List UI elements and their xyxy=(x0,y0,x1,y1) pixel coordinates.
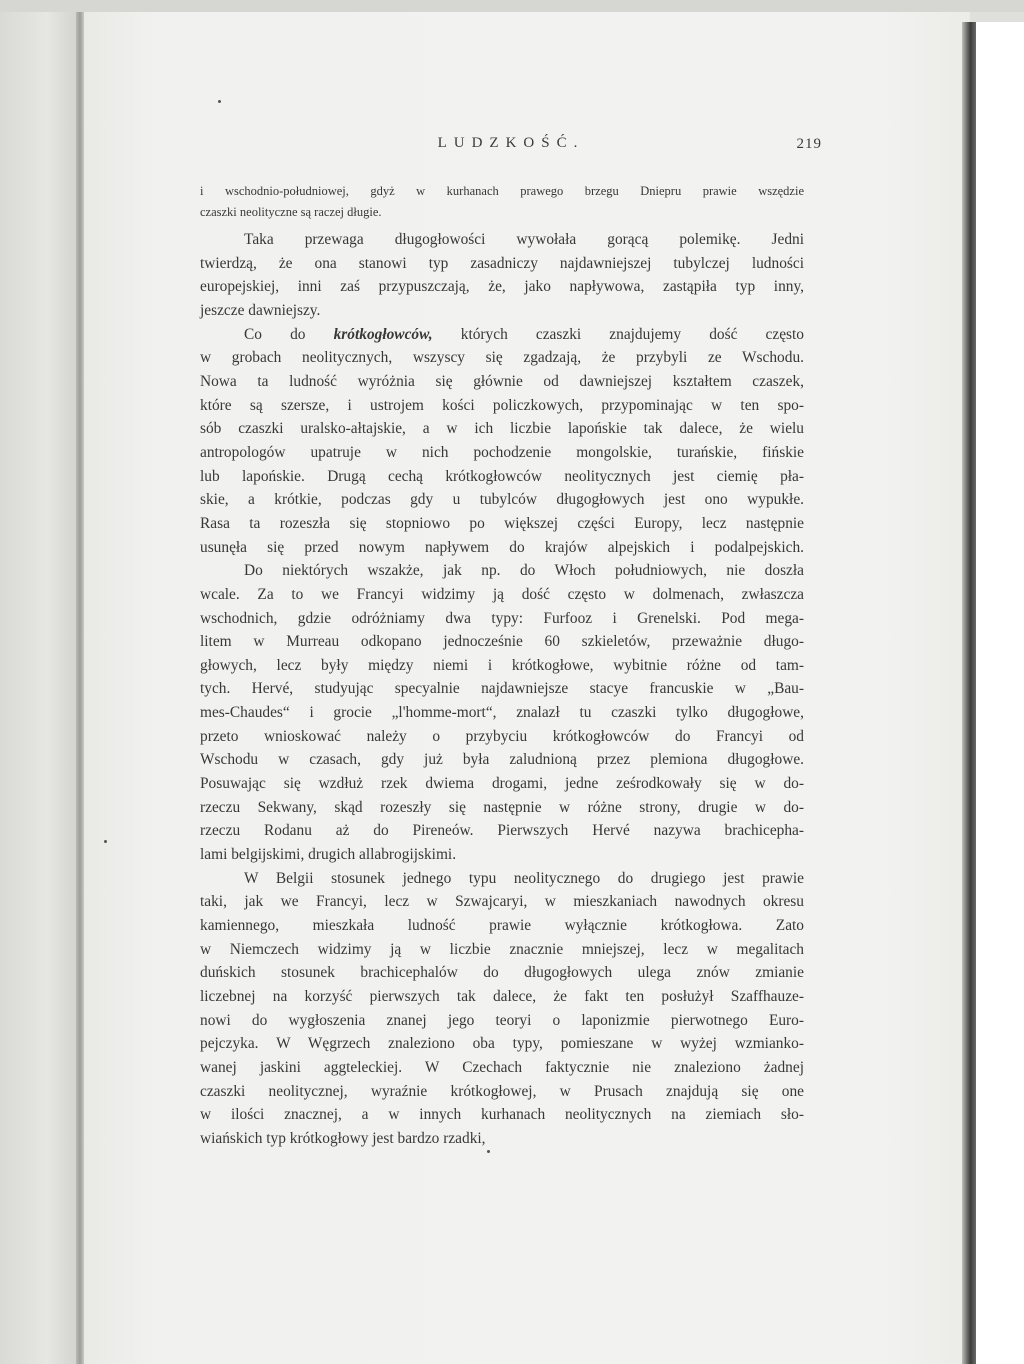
text-line: lub lapońskie. Drugą cechą krótkogłowców neolitycznych jest ciemię pła- xyxy=(200,467,804,485)
text-line: europejskiej, inni zaś przypuszczają, że, jako napływowa, zastąpiła typ inny, xyxy=(200,278,804,296)
page-body xyxy=(200,181,804,1151)
running-head: LUDZKOŚĆ. xyxy=(437,135,585,151)
text-line: jeszcze dawniejszy. xyxy=(200,301,321,319)
text-line: litem w Murreau odkopano jednocześnie 60 szkieletów, przeważnie długo- xyxy=(200,633,804,651)
text-line xyxy=(200,323,804,347)
text-line: czaszki neolityczne są raczej długie. xyxy=(200,205,382,219)
text-line: mes-Chaudes“ i grocie „l'homme-mort“, znalazł tu czaszki tylko długogłowe, xyxy=(200,704,804,722)
scan-right-margin xyxy=(976,22,1024,1364)
text-line: w ilości znacznej, a w innych kurhanach neolitycznych na ziemiach sło- xyxy=(200,1106,804,1124)
text-line: Posuwając się wzdłuż rzek dwiema drogami, jedne ześrodkowały się w do- xyxy=(200,775,804,793)
text-line: liczebnej na korzyść pierwszych tak dalece, że fakt ten posłużył Szaffhauze- xyxy=(200,988,804,1005)
text-line: wschodnich, gdzie odróżniamy dwa typy: Furfooz i Grenelski. Pod mega- xyxy=(200,609,804,627)
text-line: Nowa ta ludność wyróżnia się głównie od dawniejszej kształtem czaszek, xyxy=(200,372,804,390)
text-line: Rasa ta rozeszła się stopniowo po większej części Europy, lecz następnie xyxy=(200,514,804,532)
text-line: głowych, lecz były między niemi i krótkogłowe, wybitnie różne od tam- xyxy=(200,656,804,674)
book-gutter xyxy=(76,12,84,1364)
text-line: skie, a krótkie, podczas gdy u tubylców długogłowych jest ono wypukłe. xyxy=(200,491,804,509)
text-line: antropologów upatruje w nich pochodzenie mongolskie, turańskie, fińskie xyxy=(200,443,804,461)
text-line: tych. Hervé, studyując specyalnie najdawniejsze stacye francuskie w „Bau- xyxy=(200,680,804,698)
text-line: taki, jak we Francyi, lecz w Szwajcaryi, w mieszkaniach nawodnych okresu xyxy=(200,893,804,911)
text-run: których czaszki znajdujemy dość często xyxy=(432,325,804,343)
text-line: usunęła się przed nowym napływem do krajów alpejskich i podalpejskich. xyxy=(200,538,804,556)
text-line: rzeczu Rodanu aż do Pireneów. Pierwszych Hervé nazywa brachicepha- xyxy=(200,822,804,840)
emphasized-term: krótkogłowców, xyxy=(333,325,433,343)
page-number: 219 xyxy=(796,136,822,152)
paragraph-1 xyxy=(200,228,804,323)
text-line: twierdzą, że ona stanowi typ zasadniczy najdawniejszej tubylczej ludności xyxy=(200,254,804,272)
paragraph-4 xyxy=(200,867,804,1151)
text-line: przeto wnioskować należy o przybyciu krótkogłowców do Francyi od xyxy=(200,727,804,745)
text-line: wcale. Za to we Francyi widzimy ją dość często w dolmenach, zwłaszcza xyxy=(200,585,804,603)
text-line: wanej jaskini aggteleckiej. W Czechach faktycznie nie znaleziono żadnej xyxy=(200,1058,804,1076)
text-line: Wschodu w czasach, gdy już była zaludnioną przez plemiona długogłowe. xyxy=(200,751,804,769)
text-line: wiańskich typ krótkogłowy jest bardzo rzadki, xyxy=(200,1129,486,1147)
paper-speck xyxy=(218,100,221,103)
paragraph-3 xyxy=(200,559,804,867)
text-line: w Niemczech widzimy ją w liczbie znacznie mniejszej, lecz w megalitach xyxy=(200,940,804,958)
text-line: w grobach neolitycznych, wszyscy się zgadzają, że przybyli ze Wschodu. xyxy=(200,349,804,367)
paragraph-2 xyxy=(200,323,804,560)
page-header xyxy=(200,135,822,165)
text-line: które są szersze, i ustrojem kości policzkowych, przypominając w ten spo- xyxy=(200,396,804,414)
scan-top-margin xyxy=(0,0,1024,12)
text-line: rzeczu Sekwany, skąd rozeszły się następnie w różne strony, drugie w do- xyxy=(200,798,804,816)
text-line: W Belgii stosunek jednego typu neolitycznego do drugiego jest prawie xyxy=(244,869,804,887)
paper-speck xyxy=(104,840,107,843)
text-line: Do niektórych wszakże, jak np. do Włoch południowych, nie doszła xyxy=(244,562,804,580)
text-line: sób czaszki uralsko-ałtajskie, a w ich liczbie lapońskie tak dalece, że wielu xyxy=(200,420,804,438)
text-run: Co do xyxy=(244,325,334,343)
facing-page-edge xyxy=(0,12,78,1364)
text-line: kamiennego, mieszkała ludność prawie wyłącznie krótkogłowa. Zato xyxy=(200,917,804,935)
text-line: nowi do wygłoszenia znanej jego teoryi o laponizmie pierwotnego Euro- xyxy=(200,1011,804,1029)
text-line: duńskich stosunek brachicephalów do długogłowych ulega znów zmianie xyxy=(200,964,804,982)
page-edge-shadow xyxy=(962,22,976,1364)
footnote-continuation xyxy=(200,181,804,223)
text-line: pejczyka. W Węgrzech znaleziono oba typy, pomieszane w wyżej wzmianko- xyxy=(200,1035,804,1053)
text-line: lami belgijskimi, drugich allabrogijskimi. xyxy=(200,846,457,864)
text-line: i wschodnio-południowej, gdyż w kurhanach prawego brzegu Dniepru prawie wszędzie xyxy=(200,184,804,198)
text-line: czaszki neolitycznej, wyraźnie krótkogłowej, w Prusach znajdują się one xyxy=(200,1082,804,1100)
text-line: Taka przewaga długogłowości wywołała gorącą polemikę. Jedni xyxy=(244,231,804,248)
